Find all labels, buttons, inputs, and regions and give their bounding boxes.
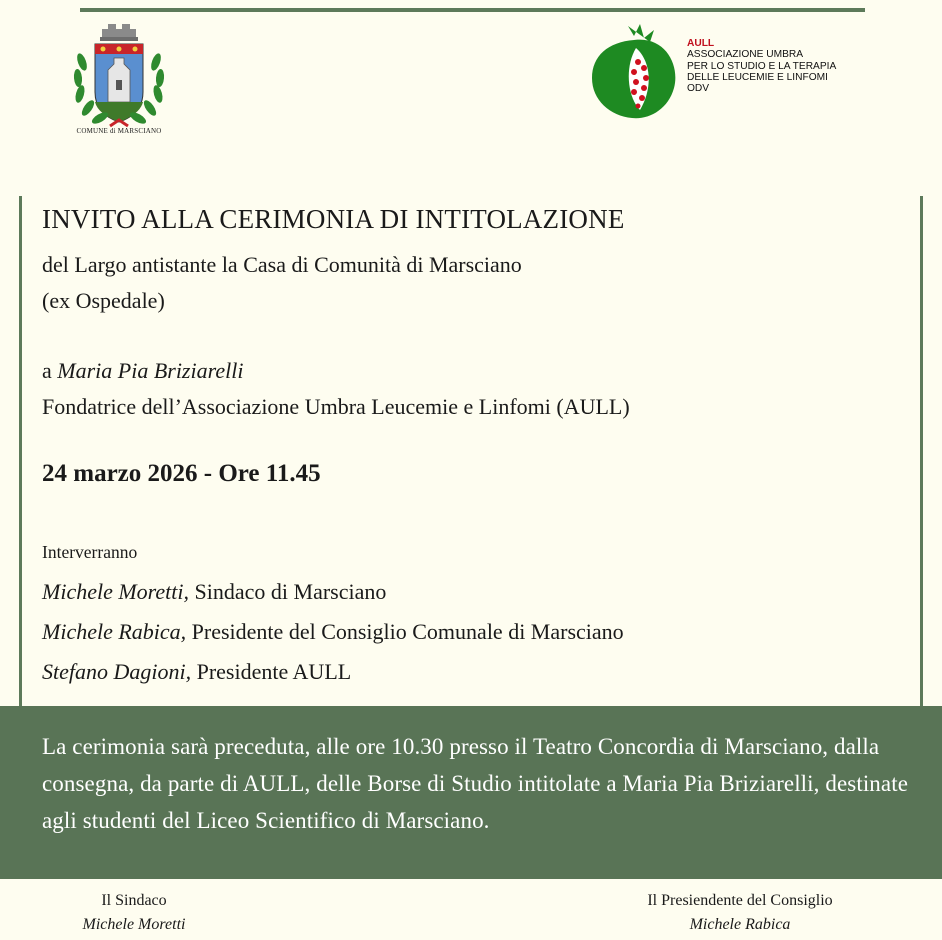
comune-crest-logo	[70, 22, 168, 140]
signature-sindaco	[44, 889, 224, 937]
speaker-row	[42, 619, 624, 645]
speaker-name: Michele Rabica,	[42, 619, 187, 644]
invitation-subtitle-line2: (ex Ospedale)	[42, 288, 165, 313]
dedicatee-line	[42, 358, 243, 384]
ceremony-note-band	[0, 706, 942, 879]
signature-presidente	[620, 889, 860, 937]
aull-line-2: PER LO STUDIO E LA TERAPIA	[687, 60, 837, 72]
event-date: 24 marzo 2026 - Ore 11.45	[42, 460, 321, 487]
dedicatee-role: Fondatrice dell’Associazione Umbra Leucemie e Linfomi (AULL)	[42, 394, 630, 419]
aull-brand: AULL	[687, 38, 715, 49]
speaker-role: Sindaco di Marsciano	[189, 579, 387, 604]
dedicatee-prefix: a	[42, 358, 52, 383]
speakers-label: Interverranno	[42, 542, 138, 562]
right-border-line	[920, 196, 923, 708]
aull-line-4: ODV	[687, 83, 710, 95]
speaker-name: Stefano Dagioni,	[42, 659, 192, 684]
invitation-subtitle-line1: del Largo antistante la Casa di Comunità di Marsciano	[42, 252, 522, 277]
speaker-row	[42, 659, 351, 685]
aull-line-1: ASSOCIAZIONE UMBRA	[687, 49, 804, 61]
ceremony-note-text: La cerimonia sarà preceduta, alle ore 10.30 presso il Teatro Concordia di Marsciano, dalla consegna, da parte di AULL, delle Borse di Studio intitolate a Maria Pia Briziarelli, destinate agli studenti del Liceo Scientifico di Marsciano.	[42, 734, 909, 833]
left-border-line	[19, 196, 22, 708]
signature-name: Michele Rabica	[689, 916, 791, 933]
signature-title: Il Sindaco	[101, 892, 167, 909]
speaker-role: Presidente del Consiglio Comunale di Marsciano	[186, 619, 624, 644]
comune-caption: COMUNE di MARSCIANO	[76, 127, 162, 135]
dedicatee-name: Maria Pia Briziarelli	[57, 358, 244, 383]
aull-pomegranate-logo	[588, 22, 680, 122]
top-divider	[80, 8, 865, 12]
speaker-row	[42, 579, 386, 605]
signature-title: Il Presiendente del Consiglio	[647, 892, 833, 909]
aull-association-text	[687, 38, 836, 94]
invitation-title: INVITO ALLA CERIMONIA DI INTITOLAZIONE	[42, 204, 625, 234]
speaker-name: Michele Moretti,	[42, 579, 190, 604]
speaker-role: Presidente AULL	[191, 659, 352, 684]
aull-line-3: DELLE LEUCEMIE E LINFOMI	[687, 71, 828, 83]
signature-name: Michele Moretti	[82, 916, 186, 933]
